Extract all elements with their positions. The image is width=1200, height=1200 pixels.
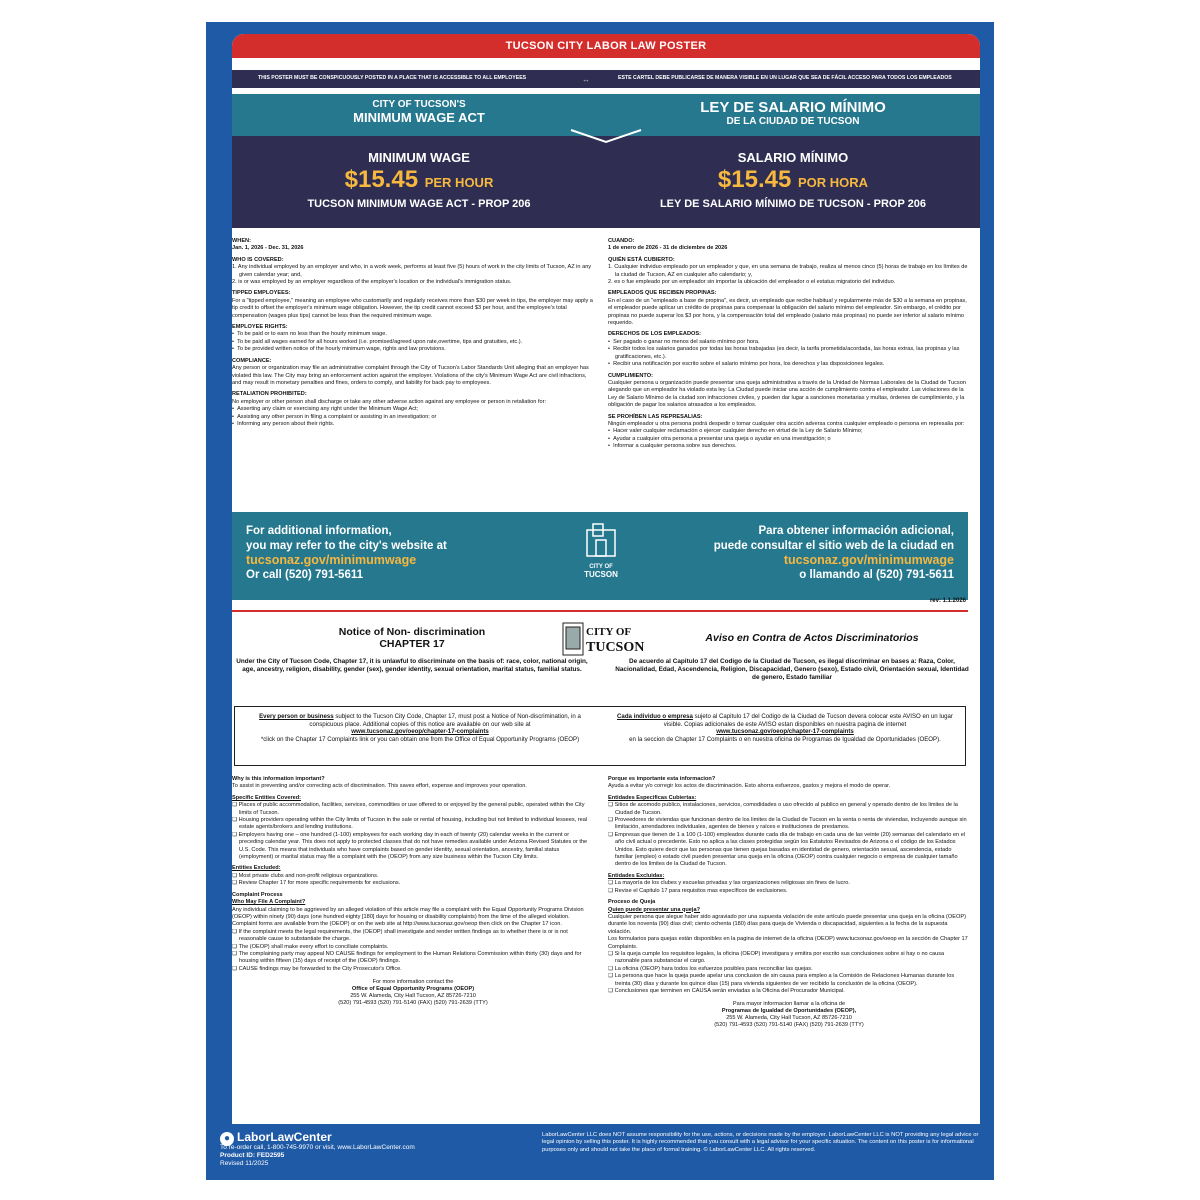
list-item: ❏ If the complaint meets the legal requirements, the (OEOP) shall investigate and render written findings as to whether there is or is not reasonable cause to substantiate the charge. xyxy=(232,929,594,944)
chapter-17-link[interactable]: www.tucsonaz.gov/oeop/chapter-17-complaints xyxy=(351,728,489,736)
reorder-text: To re-order call, 1-800-745-9970 or visit, www.LaborLawCenter.com xyxy=(220,1144,415,1151)
list-item: ❏ Si la queja cumple los requisitos legales, la oficina (OEOP) investigara y emitira por escrito sus conclusiones sobre si hay o no causa razonable para substanciar el cargo. xyxy=(608,951,970,966)
seal-city-text: CITY OF xyxy=(586,626,632,638)
rights-heading: EMPLOYEE RIGHTS: xyxy=(232,324,288,331)
minimum-wage-details-en xyxy=(232,234,594,428)
covered-heading: WHO IS COVERED: xyxy=(232,256,284,263)
nd-title-line: Notice of Non- discrimination xyxy=(338,626,486,638)
tipped-heading-es: EMPLEADOS QUE RECIBEN PROPINAS: xyxy=(608,290,717,297)
act-header-en-line2: MINIMUM WAGE ACT xyxy=(353,110,485,125)
info-line: you may refer to the city's website at xyxy=(246,539,447,552)
logo-city-text: CITY OF xyxy=(589,564,613,570)
list-item: 1. Cualquier individuo empleado por un empleador y que, en una semana de trabajo, realiza al menos cinco (5) horas de trabajo en los límites de la ciudad de Tucson, AZ en cualquier año calendario; y, xyxy=(608,264,968,278)
entities-excluded-heading: Entities Excluded: xyxy=(232,865,281,872)
box-text: subject to the Tucson City Code, Chapter 17, must post a Notice of Non-discrimination, in a conspicuous place. Additional copies of this notice are available on our web site at xyxy=(309,713,581,728)
list-item: ❏ The complaining party may appeal NO CAUSE findings for employment to the Human Relations Commission within thirty (30) days and for housing within fifteen (15) days of receipt of the (OEOP) findings. xyxy=(232,951,594,966)
list-item: • Informing any person about their rights. xyxy=(232,421,594,428)
contact-phones-es: (520) 791-4593 (520) 791-5140 (FAX) (520) 791-2639 (TTY) xyxy=(714,1022,864,1029)
nondiscrimination-basis-en: Under the City of Tucson Code, Chapter 17, it is unlawful to discriminate on the basis of: race, color, national origin, age, ancestry, religion, disability, gender (sex), gender identity, sexual orientation, marital status, familial status. xyxy=(236,658,588,673)
city-building-icon xyxy=(584,522,618,562)
list-item: • Ayudar a cualquier otra persona a presentar una queja o ayudar en una investigación; o xyxy=(608,436,970,443)
entities-excluded-heading-es: Entidades Excluidas: xyxy=(608,872,665,879)
minimum-wage-link[interactable]: tucsonaz.gov/minimumwage xyxy=(246,553,417,567)
wage-act-es: LEY DE SALARIO MÍNIMO DE TUCSON - PROP 206 xyxy=(659,198,927,210)
contact-address: 255 W. Alameda, City Hall Tucson, AZ 85726-7210 xyxy=(350,993,476,1000)
city-of-tucson-seal xyxy=(562,622,645,656)
logo-tucson-text: TUCSON xyxy=(584,570,618,579)
why-text-es: Ayuda a evitar y/o corregir los actos de discriminación. Esto ahorra esfuerzos, gastos y mejora el modo de operar. xyxy=(608,783,891,790)
posting-requirement-en xyxy=(255,713,585,743)
wage-label-en: MINIMUM WAGE xyxy=(368,150,470,165)
list-item: • Recibir una notificación por escrito sobre el salario mínimo por hora, los derechos y las disposiciones legales. xyxy=(608,361,970,368)
minimum-wage-details-es xyxy=(608,234,970,451)
product-id: Product ID: FED2595 xyxy=(220,1152,285,1159)
tipped-text: For a "tipped employee," meaning an employee who customarily and regularly receives more than $30 per week in tips, the employer may apply a tip credit to offset the employer's minimum wage obligation. However, the tip credit cannot exceed $3 per hour, and the employee's total compensation (wages plus tips) cannot be less than the required minimum wage. xyxy=(232,297,593,319)
act-header-es xyxy=(606,99,980,127)
nd-chapter: CHAPTER 17 xyxy=(379,638,445,650)
poster-sheet xyxy=(232,34,980,1124)
compliance-text: Any person or organization may file an administrative complaint through the City of Tucson's Labor Standards Unit alleging that an employer has violated this law. The City may bring an enforcement action against the employer. Violations of the city's Minimum Wage Act are civil infractions, and may result in monetary penalties and fines, orders to comply, and liability for back pay to employees. xyxy=(232,365,589,386)
info-phone: Or call (520) 791-5611 xyxy=(246,568,363,581)
why-heading-es: Porque es importante esta informacion? xyxy=(608,776,716,782)
list-item: ❏ The (OEOP) shall make every effort to conciliate complaints. xyxy=(232,944,594,951)
retaliation-text-es: Ningún empleador u otra persona podrá despedir o tomar cualquier otra acción adversa contra cualquier empleado o persona en represalia por: xyxy=(608,420,965,427)
compliance-heading: COMPLIANCE: xyxy=(232,357,272,364)
act-header-en xyxy=(232,99,606,125)
complaint-forms-text: Complaint forms are available from the (OEOP) or on the web site at http://www.tucsonaz.gov/oeop then click on the Chapter 17 icon. xyxy=(232,921,562,928)
wage-banner xyxy=(232,136,980,228)
list-item: ❏ Conclusiones que terminen en CAUSA serán enviadas a la Oficina del Procurador Municipal. xyxy=(608,988,970,995)
minimum-wage-link-es[interactable]: tucsonaz.gov/minimumwage xyxy=(783,553,954,567)
wage-act-en: TUCSON MINIMUM WAGE ACT - PROP 206 xyxy=(307,198,531,210)
wage-unit-es: POR HORA xyxy=(798,175,869,190)
list-item: ❏ La persona que hace la queja puede apelar una conclusion de sin causa para empleo a la Comisión de Relaciones Humanas durante los treinta (30) días y durante los quince días (15) para vivienda siguientes de ver recibido la conclusión de la oficina (OEOP). xyxy=(608,973,970,988)
retaliation-heading: RETALIATION PROHIBITED: xyxy=(232,391,307,398)
complaint-process-heading-es: Proceso de Queja xyxy=(608,899,656,906)
box-text-es: sujeto al Capitulo 17 del Codigo de la Ciudad de Tucson devera colocar este AVISO en un lugar visible. Copias adicionales de este AVISO estan disponibles en nuestra pagina de internet xyxy=(663,713,953,728)
wage-amount-es: $15.45 xyxy=(717,166,792,193)
additional-info-es xyxy=(714,524,954,582)
entities-covered-heading: Specific Entities Covered: xyxy=(232,794,302,801)
list-item: • Recibir todos los salarios ganados por todas las horas trabajadas (es decir, la tarifa prometida/acordada, las horas extras, las propinas y las gratificaciones, etc.). xyxy=(608,346,970,361)
list-item: 1. Any individual employed by an employer and who, in a work week, performs at least five (5) hours of work in the city limits of Tucson, AZ in any given calendar year; and, xyxy=(232,264,592,278)
footer-disclaimer: LaborLawCenter LLC does NOT assume responsibility for the use, actions, or decisions made by the employer. LaborLawCenter LLC is NOT providing any legal advice or legal opinion by selling this poster. It is highly recommended that you consult with a legal advisor for your specific situation. The content on this poster is for informational purposes only and should not take the place of formal training. © LaborLawCenter LLC. All rights reserved. xyxy=(542,1132,979,1153)
divider xyxy=(232,610,968,612)
complaint-process-heading: Complaint Process xyxy=(232,891,283,898)
footer-reorder-info xyxy=(220,1144,415,1168)
list-item: • Asserting any claim or exercising any right under the Minimum Wage Act; xyxy=(232,406,594,413)
contact-office: Office of Equal Opportunity Programs (OEOP) xyxy=(351,986,475,993)
nondiscrimination-details-es xyxy=(608,772,970,1029)
who-may-file-heading: Who May File A Complaint? xyxy=(232,899,306,906)
poster-title: TUCSON CITY LABOR LAW POSTER xyxy=(232,34,980,58)
seal-tucson-text: TUCSON xyxy=(586,640,645,655)
why-text: To assist in preventing and/or correcting acts of discrimination. This saves effort, expense and improves your operation. xyxy=(232,783,527,790)
contact-line-es: Para mayor informacion llamar a la oficina de xyxy=(732,1001,846,1008)
info-line: For additional information, xyxy=(246,525,392,537)
rights-heading-es: DERECHOS DE LOS EMPLEADOS: xyxy=(608,331,701,338)
box-tail-es: en la seccion de Chapter 17 Complaints o en nuestra oficina de Programas de Igualdad de Oportunidades (OEOP). xyxy=(629,735,941,743)
why-heading: Why is this information important? xyxy=(232,776,325,782)
who-may-file-text: Any individual claiming to be aggrieved by an alleged violation of this article may file a complaint with the Equal Opportunity Programs Division (OEOP) within ninety (90) days (one hundred eighty [180] days for housing or disability complaints) from the time of the alleged violation. xyxy=(232,906,584,920)
compliance-text-es: Cualquier persona u organización puede presentar una queja administrativa a través de la Unidad de Normas Laborales de la Ciudad de Tucson alegando que un empleador ha violado esta ley. La Ciudad puede iniciar una acción de cumplimiento contra el empleador. Las violaciones de la Ley de Salario Mínimo de la ciudad son infracciones civiles, y pueden dar lugar a sanciones monetarias y multas, órdenes de cumplimiento, y la obligación de pagar los salarios atrasados a los empleados. xyxy=(608,379,966,409)
act-header-es-line1: LEY DE SALARIO MÍNIMO xyxy=(700,99,886,116)
info-line: Para obtener información adicional, xyxy=(758,525,954,537)
city-of-tucson-logo xyxy=(566,522,636,579)
list-item: • Informar a cualquier persona sobre sus derechos. xyxy=(608,443,970,450)
posting-requirement-box xyxy=(234,706,966,766)
list-item: • Assisting any other person in filing a complaint or assisting in an investigation; or xyxy=(232,414,594,421)
wage-amount-en: $15.45 xyxy=(344,166,419,193)
list-item: • To be provided written notice of the hourly minimum wage, rights and law provisions. xyxy=(232,346,594,353)
list-item: ❏ Empresas que tienen de 1 a 100 (1-100) empleados durante cada día de trabajo en cada una de las veinte (20) semanas del calendario en el año civil actual o precedente. Esto no aplica a las clases protegidas según los Estatutos Revisados de Arizona o el código de los Estados Unidos. Esto quiere decir que las personas que tienen quejas basadas en identidad de genero, orientación sexual, ascendencia, estado familiar (empleo) o estado civil pueden presentar una queja en la oficina (OEOP) contra cualquier negocio o empresa de cualquier tamaño dentro de los limites de la Ciudad de Tucson. xyxy=(608,832,970,869)
when-dates: Jan. 1, 2026 - Dec. 31, 2026 xyxy=(232,245,304,252)
tipped-heading: TIPPED EMPLOYEES: xyxy=(232,290,291,297)
list-item: ❏ Employers having one – one hundred (1-100) employees for each working day in each of twenty (20) calendar weeks in the current or preceding calendar year. This does not apply to protected classes that do not have remedies available under Arizona Revised Statutes or the U.S. Code. This means that individuals who have complaints based on gender identity, sexual orientation, ancestry, familial status (employment) or marital status may file a complaint with the (OEOP) from any size business within the Tucson City limits. xyxy=(232,832,594,862)
box-lead-es: Cada individuo o empresa xyxy=(617,713,693,720)
additional-info-en xyxy=(246,524,447,582)
additional-info-box xyxy=(232,512,968,600)
contact-phones: (520) 791-4593 (520) 791-5140 (FAX) (520) 791-2639 (TTY) xyxy=(338,1000,488,1007)
list-item: • Hacer valer cualquier reclamación o ejercer cualquier derecho en virtud de la Ley de Salario Mínimo; xyxy=(608,428,970,435)
list-item: • To be paid or to earn no less than the hourly minimum wage. xyxy=(232,331,594,338)
list-item: ❏ Revise el Capitulo 17 para requisitos mas específicos de exclusiones. xyxy=(608,888,970,895)
posting-requirement-es xyxy=(615,713,955,743)
list-item: • Ser pagado o ganar no menos del salario mínimo por hora. xyxy=(608,339,970,346)
act-header-en-line1: CITY OF TUCSON'S xyxy=(372,99,466,110)
wage-unit-en: PER HOUR xyxy=(424,175,494,190)
arrows-icon: ↔ xyxy=(582,75,590,84)
oeop-contact-en xyxy=(232,979,594,1007)
tipped-text-es: En el caso de un "empleado a base de propina", es decir, un empleado que recibe habitual y regularmente más de $30 a la semana en propinas, el empleador puede aplicar un crédito de propinas para compensar la obligación del salario mínimo del empleador. Sin embargo, el crédito por propinas no puede superar los $3 por hora, y la compensación total del empleado (salario más propinas) no puede ser inferior al salario mínimo requerido. xyxy=(608,297,967,327)
act-header-es-line2: DE LA CIUDAD DE TUCSON xyxy=(726,116,860,127)
list-item: ❏ Places of public accommodation, facilities, services, commodities or use offered to or enjoyed by the general public, operated within the City limits of Tucson. xyxy=(232,802,594,817)
chevron-down-icon xyxy=(571,130,641,144)
box-tail: *click on the Chapter 17 Complaints link or you can obtain one from the Office of Equal Opportunity Programs (OEOP) xyxy=(260,735,580,743)
wage-es xyxy=(606,150,980,210)
brand-logo-icon: ● xyxy=(220,1132,234,1146)
oeop-contact-es xyxy=(608,1001,970,1029)
when-dates-es: 1 de enero de 2026 - 31 de diciembre de 2026 xyxy=(608,245,728,252)
contact-address-es: 255 W. Alameda, City Hall Tucson, AZ 85726-7210 xyxy=(726,1015,852,1022)
list-item: 2. is or was employed by an employer regardless of the employer's location or the individual's immigration status. xyxy=(232,279,512,286)
retaliation-heading-es: SE PROHÍBEN LAS REPRESALIAS: xyxy=(608,413,703,420)
list-item: ❏ La oficina (OEOP) hara todos los esfuerzos posibles para reconciliar las quejas. xyxy=(608,966,970,973)
list-item: 2. es o fue empleado por un empleador sin importar la ubicación del empleador o el estatus migratorio del individuo. xyxy=(608,279,896,286)
when-heading: WHEN: xyxy=(232,238,251,244)
complaint-forms-text-es: Los formularios para quejas están disponibles en la pagina de internet de la oficina (OEOP) www.tucsonaz.gov/oeop en la sección de Chapter 17 Complaints. xyxy=(608,936,968,950)
chapter-17-link-es[interactable]: www.tucsonaz.gov/oeop/chapter-17-complaints xyxy=(716,728,854,736)
covered-heading-es: QUIÉN ESTÁ CUBIERTO: xyxy=(608,256,675,263)
list-item: ❏ La mayoría de los clubes y escuelas privadas y las organizaciones religiosas sin fines de lucro. xyxy=(608,880,970,887)
posting-notice-es: ESTE CARTEL DEBE PUBLICARSE DE MANERA VISIBLE EN UN LUGAR QUE SEA DE FÁCIL ACCESO PARA TODOS LOS EMPLEADOS xyxy=(618,75,952,81)
list-item: ❏ Review Chapter 17 for more specific requirements for exclusions. xyxy=(232,880,594,887)
list-item: ❏ CAUSE findings may be forwarded to the City Prosecutor's Office. xyxy=(232,966,594,973)
contact-line: For more information contact the xyxy=(372,979,454,986)
when-heading-es: CUANDO: xyxy=(608,238,635,244)
list-item: ❏ Housing providers operating within the City limits of Tucson in the sale or rental of housing, including but not limited to individual lessees, real estate agents/brokers and lending institutions. xyxy=(232,817,594,832)
nondiscrimination-title-es: Aviso en Contra de Actos Discriminatorios xyxy=(705,632,919,644)
compliance-heading-es: CUMPLIMIENTO: xyxy=(608,372,653,379)
wage-label-es: SALARIO MÍNIMO xyxy=(737,150,849,165)
nondiscrimination-title-en xyxy=(232,626,592,650)
list-item: ❏ Proveedores de viviendas que funcionan dentro de los limites de la Ciudad de Tucson en la venta o renta de viviendas, incluyendo aunque sin limitación, arrendadores individuales, agentes de bienes y raíces e instituciones de prestamos. xyxy=(608,817,970,832)
info-phone-es: o llamando al (520) 791-5611 xyxy=(799,568,954,581)
box-lead: Every person or business xyxy=(259,713,334,720)
list-item: ❏ Sitios de acomodo publico, instalaciones, servicios, comodidades o uso ofrecido al publico en general y operado dentro de los limites de la Ciudad de Tucson. xyxy=(608,802,970,817)
nondiscrimination-details-en xyxy=(232,772,594,1007)
contact-office-es: Programas de Igualdad de Oportunidades (OEOP), xyxy=(721,1008,857,1015)
posting-notice-en: THIS POSTER MUST BE CONSPICUOUSLY POSTED IN A PLACE THAT IS ACCESSIBLE TO ALL EMPLOYEES xyxy=(258,75,527,81)
retaliation-text: No employer or other person shall discharge or take any other adverse action against any employee or person in retaliation for: xyxy=(232,398,547,405)
nondiscrimination-basis-es: De acuerdo al Capitulo 17 del Codigo de la Ciudad de Tucson, es ilegal discriminar en bases a: Raza, Color, Nacionalidad, Edad, Ascendencia, Religion, Discapacidad, Genero (sexo), Estado civil, Orientación sexual, Identidad de genero, Estado familiar xyxy=(615,658,969,681)
info-line: puede consultar el sitio web de la ciudad en xyxy=(713,539,954,552)
revision-label: rev: 1.1.2026 xyxy=(929,598,966,604)
who-may-file-heading-es: Quien puede presentar una queja? xyxy=(608,906,701,913)
poster-footer xyxy=(206,1124,994,1180)
revised-date: Revised 11/2025 xyxy=(220,1160,269,1167)
posting-notice-bar xyxy=(232,70,980,88)
list-item: • To be paid all wages earned for all hours worked (i.e. promised/agreed upon rate,overtime, tips and gratuities, etc.). xyxy=(232,339,594,346)
brand-name: LaborLawCenter xyxy=(237,1130,332,1144)
who-may-file-text-es: Cualquier persona que alegue haber sido agraviado por una supuesta violación de este artículo puede presentar una queja en la oficina (OEOP) durante los noventa (90) días civil; ciento ochenta (180) días para queja de Vivienda o discapacidad, siguientes a la fecha de la supuesta violación. xyxy=(608,913,966,935)
list-item: ❏ Most private clubs and non-profit religious organizations. xyxy=(232,873,594,880)
wage-en xyxy=(232,150,606,210)
entities-covered-heading-es: Entidades Especificas Cubiertas: xyxy=(608,794,697,801)
